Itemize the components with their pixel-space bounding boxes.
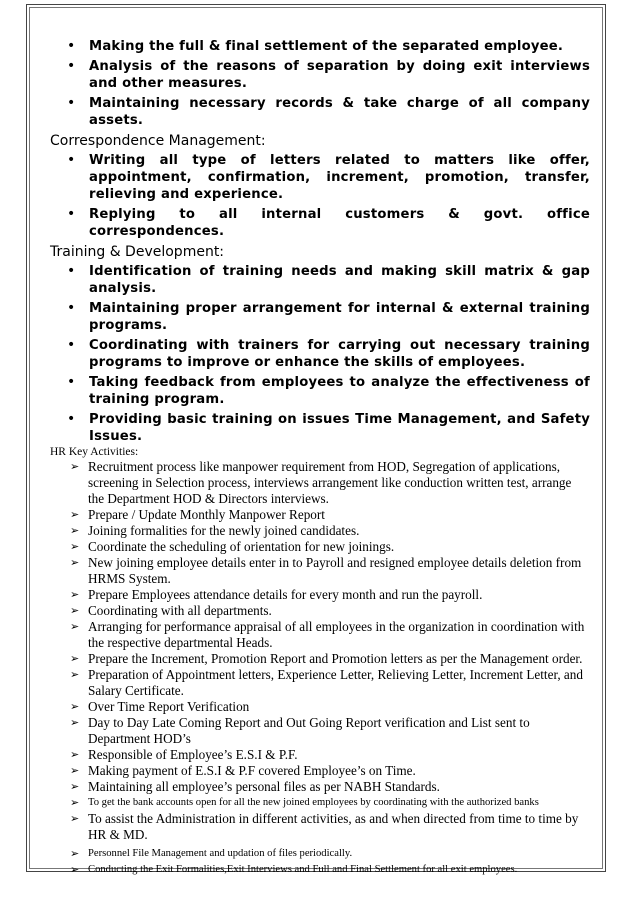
list-item: • Taking feedback from employees to analyze the effectiveness of training program.	[50, 374, 590, 408]
list-item: ➢ Prepare / Update Monthly Manpower Report	[50, 507, 590, 523]
correspondence-heading: Correspondence Management:	[50, 133, 266, 149]
list-item: • Replying to all internal customers & govt. office correspondences.	[50, 206, 590, 240]
list-item: ➢ Recruitment process like manpower requirement from HOD, Segregation of applications, screening in Selection process, interviews arrangement like conduction written test, arrange the Department HOD & Directors interviews.	[50, 459, 590, 507]
training-list	[50, 263, 590, 445]
document-body	[50, 38, 590, 878]
list-item: ➢ Coordinating with all departments.	[50, 603, 590, 619]
list-item: ➢ Day to Day Late Coming Report and Out Going Report verification and List sent to Department HOD’s	[50, 715, 590, 747]
list-item: ➢ Joining formalities for the newly joined candidates.	[50, 523, 590, 539]
hr-key-list	[50, 459, 590, 878]
training-heading: Training & Development:	[50, 244, 225, 260]
list-item: ➢ Making payment of E.S.I & P.F covered Employee’s on Time.	[50, 763, 590, 779]
list-item: ➢ Personnel File Management and updation of files periodically.	[50, 846, 590, 862]
list-item: ➢ To get the bank accounts open for all the new joined employees by coordinating with the authorized banks	[50, 795, 590, 811]
list-item: ➢ Prepare Employees attendance details for every month and run the payroll.	[50, 587, 590, 603]
list-item: ➢ Over Time Report Verification	[50, 699, 590, 715]
list-item: • Maintaining proper arrangement for internal & external training programs.	[50, 300, 590, 334]
correspondence-list	[50, 152, 590, 240]
list-item: ➢ Responsible of Employee’s E.S.I & P.F.	[50, 747, 590, 763]
hr-key-heading: HR Key Activities:	[50, 446, 139, 458]
list-item: ➢ Prepare the Increment, Promotion Report and Promotion letters as per the Management order.	[50, 651, 590, 667]
list-item: ➢ Conducting the Exit Formalities,Exit Interviews and Full and Final Settlement for all exit employees.	[50, 862, 590, 878]
list-item: • Identification of training needs and making skill matrix & gap analysis.	[50, 263, 590, 297]
list-item: • Maintaining necessary records & take charge of all company assets.	[50, 95, 590, 129]
list-item: ➢ Coordinate the scheduling of orientation for new joinings.	[50, 539, 590, 555]
list-item: ➢ Maintaining all employee’s personal files as per NABH Standards.	[50, 779, 590, 795]
list-item: • Writing all type of letters related to matters like offer, appointment, confirmation, increment, promotion, transfer, relieving and experience.	[50, 152, 590, 203]
separation-bullets	[50, 38, 590, 129]
list-item: ➢ New joining employee details enter in to Payroll and resigned employee details deletion from HRMS System.	[50, 555, 590, 587]
list-item: • Providing basic training on issues Time Management, and Safety Issues.	[50, 411, 590, 445]
list-item: ➢ Preparation of Appointment letters, Experience Letter, Relieving Letter, Increment Letter, and Salary Certificate.	[50, 667, 590, 699]
list-item: ➢ To assist the Administration in different activities, as and when directed from time to time by HR & MD.	[50, 811, 590, 843]
list-item: • Analysis of the reasons of separation by doing exit interviews and other measures.	[50, 58, 590, 92]
list-item: ➢ Arranging for performance appraisal of all employees in the organization in coordination with the respective departmental Heads.	[50, 619, 590, 651]
list-item: • Coordinating with trainers for carrying out necessary training programs to improve or enhance the skills of employees.	[50, 337, 590, 371]
list-item: • Making the full & final settlement of the separated employee.	[50, 38, 590, 55]
